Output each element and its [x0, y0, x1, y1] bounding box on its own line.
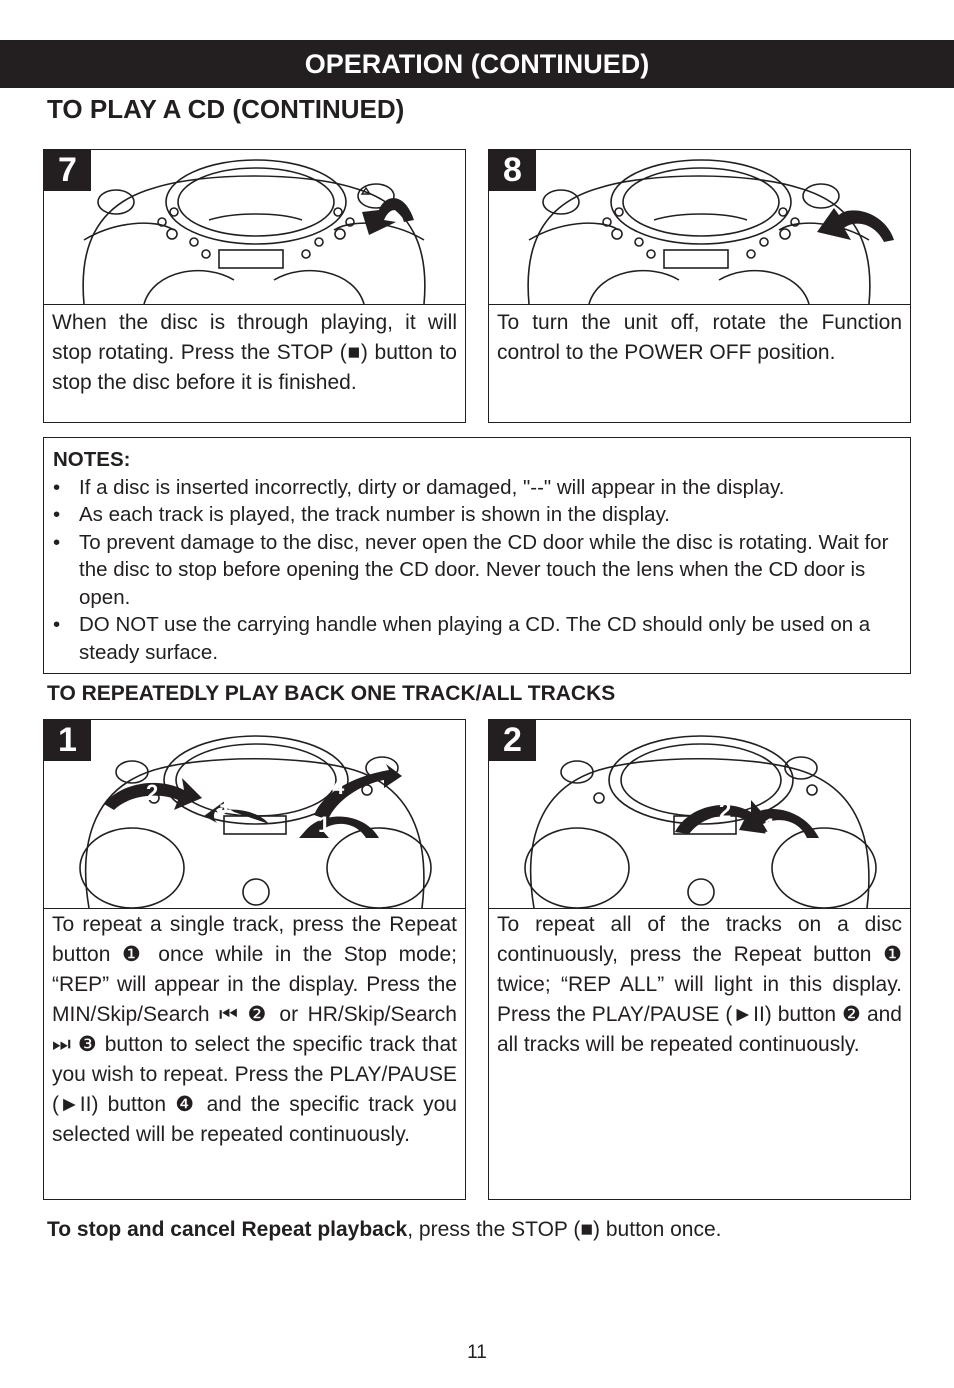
notes-box — [43, 437, 911, 674]
boombox-illustration — [489, 150, 910, 305]
callout-2: 2 — [146, 780, 159, 805]
boombox-icon — [489, 150, 910, 304]
step-text: To repeat all of the tracks on a disc continuously, press the Repeat button ❶ twice; “REP ALL” will light in this display. Press the PLAY/PAUSE (►II) button ❷ and all tracks will be repeated continuously. — [497, 913, 902, 1056]
list-item: • DO NOT use the carrying handle when playing a CD. The CD should only be used on a steady surface. — [53, 611, 901, 666]
page-number: 11 — [467, 1342, 487, 1363]
boombox-illustration — [44, 720, 465, 909]
step-number: 1 — [44, 720, 91, 761]
notes-list — [53, 474, 901, 667]
step-8-panel — [488, 149, 911, 423]
step-text: To repeat a single track, press the Repeat button ❶ once while in the Stop mode; “REP” will appear in the display. Press the MIN/Skip/Search ⏮ ❷ or HR/Skip/Search ⏭ ❸ button to select the specific track that you wish to repeat. Press the PLAY/PAUSE (►II) button ❹ and the specific track you selected will be repeated continuously. — [52, 913, 457, 1146]
callout-4: 4 — [332, 774, 345, 799]
boombox-illustration — [489, 720, 910, 909]
callout-3: 3 — [216, 794, 229, 819]
boombox-icon — [489, 720, 910, 908]
repeat-step-1-panel — [43, 719, 466, 1200]
repeat-step-2-panel — [488, 719, 911, 1200]
step-number: 8 — [489, 150, 536, 191]
sub-section-title: TO REPEATEDLY PLAY BACK ONE TRACK/ALL TRACKS — [47, 682, 616, 705]
boombox-illustration — [44, 150, 465, 305]
callout-2: 2 — [719, 798, 732, 823]
footer-bold: To stop and cancel Repeat playback — [47, 1218, 408, 1241]
boombox-icon — [44, 720, 465, 908]
step-text: To turn the unit off, rotate the Function control to the POWER OFF position. — [497, 311, 902, 364]
step-text: When the disc is through playing, it will stop rotating. Press the STOP (■) button to stop the disc before it is finished. — [52, 311, 457, 394]
list-item: • To prevent damage to the disc, never open the CD door while the disc is rotating. Wait for the disc to stop before opening the CD door. Never touch the lens when the CD door is open. — [53, 529, 901, 612]
callout-1: 1 — [318, 812, 331, 837]
callout-1: 1 — [764, 814, 777, 839]
list-item: • As each track is played, the track number is shown in the display. — [53, 501, 901, 529]
section-banner: OPERATION (CONTINUED) — [0, 40, 954, 88]
footer-instruction — [47, 1218, 721, 1242]
boombox-icon — [44, 150, 465, 304]
footer-rest: , press the STOP (■) button once. — [407, 1218, 722, 1241]
list-item: • If a disc is inserted incorrectly, dirty or damaged, "--" will appear in the display. — [53, 474, 901, 502]
step-number: 2 — [489, 720, 536, 761]
step-number: 7 — [44, 150, 91, 191]
notes-heading: NOTES: — [53, 448, 131, 471]
step-7-panel — [43, 149, 466, 423]
section-title: TO PLAY A CD (CONTINUED) — [47, 94, 405, 124]
